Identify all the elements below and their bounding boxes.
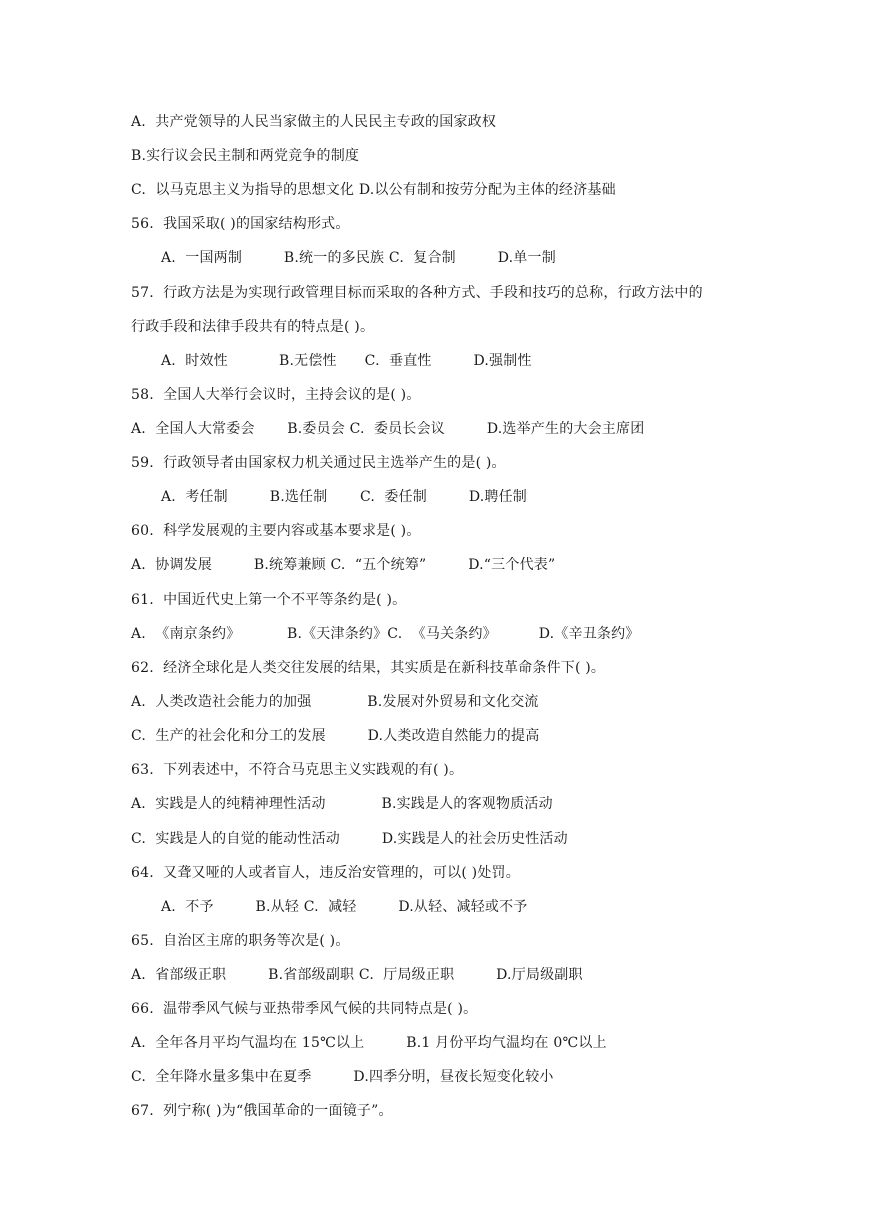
text-line: 58. 全国人大举行会议时，主持会议的是( )。 <box>131 387 421 403</box>
text-line: 63. 下列表述中，不符合马克思主义实践观的有( )。 <box>131 762 464 778</box>
text-line: 60. 科学发展观的主要内容或基本要求是( )。 <box>131 523 421 539</box>
text-line: C. 生产的社会化和分工的发展 D.人类改造自然能力的提高 <box>131 728 540 744</box>
text-line: A. 省部级正职 B.省部级副职 C. 厅局级正职 D.厅局级副职 <box>131 967 583 983</box>
text-line: B.实行议会民主制和两党竞争的制度 <box>131 148 360 164</box>
text-line: 61. 中国近代史上第一个不平等条约是( )。 <box>131 592 407 608</box>
text-line: A. 协调发展 B.统筹兼顾 C. “五个统筹” D.“三个代表” <box>131 557 556 573</box>
text-line: A. 不予 B.从轻 C. 减轻 D.从轻、减轻或不予 <box>161 899 528 915</box>
text-line: A. 《南京条约》 B.《天津条约》C. 《马关条约》 D.《辛丑条约》 <box>131 626 640 642</box>
text-line: 59. 行政领导者由国家权力机关通过民主选举产生的是( )。 <box>131 455 506 471</box>
text-line: C. 实践是人的自觉的能动性活动 D.实践是人的社会历史性活动 <box>131 831 568 847</box>
text-line: 62. 经济全球化是人类交往发展的结果，其实质是在新科技革命条件下( )。 <box>131 660 606 676</box>
text-line: A. 全年各月平均气温均在 15℃以上 B.1 月份平均气温均在 0℃以上 <box>131 1035 607 1051</box>
text-line: 57. 行政方法是为实现行政管理目标而采取的各种方式、手段和技巧的总称，行政方法中的 <box>131 285 703 301</box>
text-line: 56. 我国采取( )的国家结构形式。 <box>131 216 350 232</box>
text-line: C. 全年降水量多集中在夏季 D.四季分明，昼夜长短变化较小 <box>131 1069 554 1085</box>
text-line: A. 时效性 B.无偿性 C. 垂直性 D.强制性 <box>161 353 532 369</box>
text-line: 行政手段和法律手段共有的特点是( )。 <box>131 319 375 335</box>
text-line: A. 一国两制 B.统一的多民族 C. 复合制 D.单一制 <box>161 250 556 266</box>
text-line: 66. 温带季风气候与亚热带季风气候的共同特点是( )。 <box>131 1001 478 1017</box>
text-line: 65. 自治区主席的职务等次是( )。 <box>131 933 350 949</box>
text-line: A. 全国人大常委会 B.委员会 C. 委员长会议 D.选举产生的大会主席团 <box>131 421 645 437</box>
text-line: A. 考任制 B.选任制 C. 委任制 D.聘任制 <box>161 489 527 505</box>
text-line: A. 共产党领导的人民当家做主的人民民主专政的国家政权 <box>131 114 497 130</box>
text-line: 64. 又聋又哑的人或者盲人，违反治安管理的，可以( )处罚。 <box>131 865 520 881</box>
text-line: A. 实践是人的纯精神理性活动 B.实践是人的客观物质活动 <box>131 796 553 812</box>
text-line: C. 以马克思主义为指导的思想文化 D.以公有制和按劳分配为主体的经济基础 <box>131 182 616 198</box>
text-line: 67. 列宁称( )为“俄国革命的一面镜子”。 <box>131 1103 393 1119</box>
text-line: A. 人类改造社会能力的加强 B.发展对外贸易和文化交流 <box>131 694 539 710</box>
